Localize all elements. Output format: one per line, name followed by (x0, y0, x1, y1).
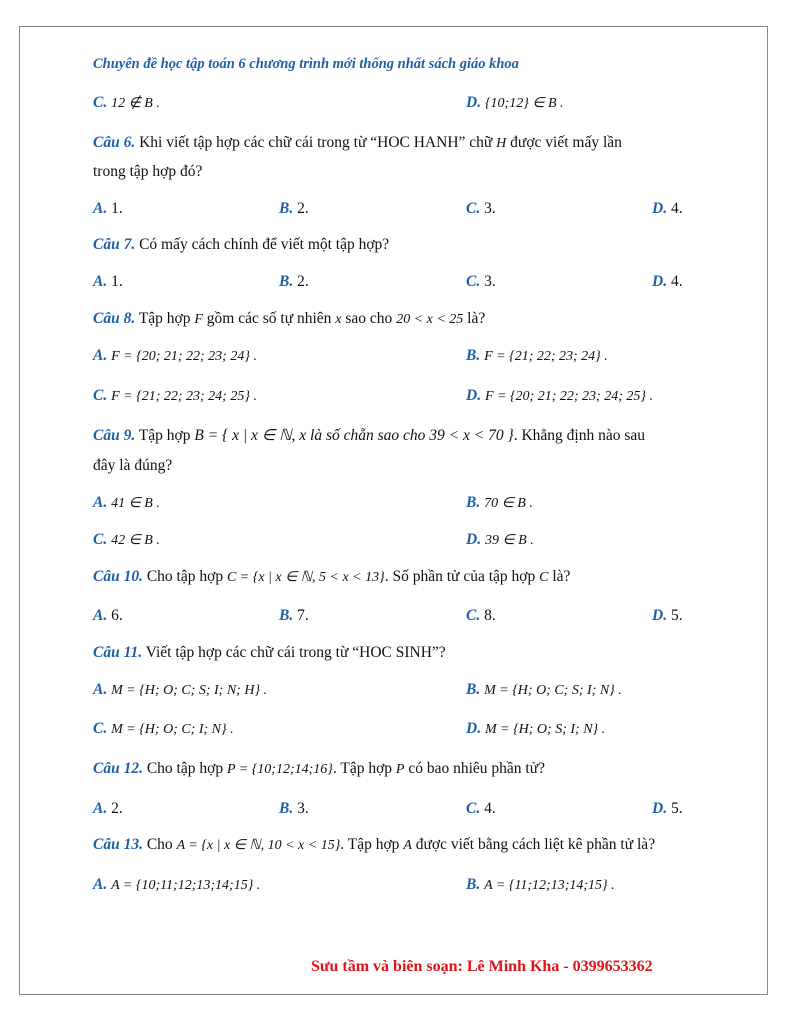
page-footer: Sưu tầm và biên soạn: Lê Minh Kha - 0399653362 (311, 958, 653, 975)
option-text: F = {21; 22; 23; 24} . (484, 349, 608, 364)
q8-stem (93, 309, 485, 330)
option-label: D. (652, 273, 668, 290)
q5-option-d (466, 93, 564, 114)
option-text: 8. (480, 607, 496, 624)
math-expression: 20 < x < 25 (396, 312, 464, 327)
q6-option-b (279, 199, 309, 219)
math-var: F (194, 312, 203, 327)
option-text: 7. (293, 607, 309, 624)
page-header: Chuyên đề học tập toán 6 chương trình mới thống nhất sách giáo khoa (93, 56, 519, 72)
option-text: 2. (107, 800, 123, 817)
option-label: C. (93, 387, 108, 404)
option-text: F = {20; 21; 22; 23; 24} . (111, 349, 257, 364)
math-var: C (539, 570, 549, 585)
option-label: D. (466, 531, 482, 548)
option-label: B. (466, 681, 481, 698)
q13-option-a (93, 875, 260, 896)
option-label: A. (93, 876, 108, 893)
option-label: C. (93, 531, 108, 548)
q7-option-d (652, 272, 683, 292)
option-text: 3. (293, 800, 309, 817)
question-number: Câu 10. (93, 568, 143, 585)
q6-option-c (466, 199, 496, 219)
q9-option-d (466, 530, 534, 551)
math-expression: C = {x | x ∈ ℕ, 5 < x < 13} (226, 570, 385, 585)
question-text: Tập hợp (135, 310, 195, 327)
option-text: 5. (667, 800, 683, 817)
question-text: Có mấy cách chính để viết một tập hợp? (135, 236, 390, 253)
math-var: H (496, 136, 507, 151)
option-label: C. (466, 273, 481, 290)
question-number: Câu 9. (93, 427, 136, 444)
option-text: 1. (107, 273, 123, 290)
question-text: gồm các số tự nhiên (202, 310, 336, 327)
q12-option-a (93, 799, 123, 819)
option-text: 42 ∈ B . (111, 533, 160, 548)
q9-stem (93, 426, 645, 446)
option-label: B. (279, 800, 294, 817)
q11-option-d (466, 719, 605, 740)
option-label: A. (93, 681, 108, 698)
q7-stem (93, 235, 389, 255)
option-label: A. (93, 800, 108, 817)
q10-option-c (466, 606, 496, 626)
option-text: F = {21; 22; 23; 24; 25} . (111, 389, 257, 404)
question-text: . Số phần tử của tập hợp (384, 568, 540, 585)
question-number: Câu 13. (93, 836, 143, 853)
q9-option-c (93, 530, 160, 551)
option-text: 2. (293, 273, 309, 290)
q8-option-c (93, 386, 257, 407)
option-label: B. (466, 494, 481, 511)
q9-option-b (466, 493, 533, 514)
q7-option-b (279, 272, 309, 292)
q11-option-b (466, 680, 622, 701)
option-label: B. (279, 273, 294, 290)
option-text: F = {20; 21; 22; 23; 24; 25} . (484, 389, 653, 404)
q9-stem-line2: đây là đúng? (93, 457, 173, 474)
question-number: Câu 8. (93, 310, 136, 327)
option-label: B. (466, 347, 481, 364)
question-number: Câu 11. (93, 644, 143, 661)
option-text: 70 ∈ B . (484, 496, 533, 511)
q10-option-a (93, 606, 123, 626)
option-label: D. (466, 94, 482, 111)
q8-option-d (466, 386, 653, 407)
option-label: C. (466, 800, 481, 817)
option-text: 2. (293, 200, 309, 217)
q10-option-b (279, 606, 309, 626)
question-number: Câu 7. (93, 236, 136, 253)
question-text: được viết mấy lần (506, 134, 622, 151)
q12-option-c (466, 799, 496, 819)
option-label: D. (652, 607, 668, 624)
option-text: 5. (667, 607, 683, 624)
question-number: Câu 6. (93, 134, 136, 151)
option-text: M = {H; O; C; S; I; N} . (484, 683, 622, 698)
option-label: D. (652, 200, 668, 217)
option-label: C. (466, 607, 481, 624)
option-label: C. (93, 94, 108, 111)
option-label: D. (652, 800, 668, 817)
option-label: A. (93, 347, 108, 364)
option-text: M = {H; O; C; S; I; N; H} . (111, 683, 268, 698)
q6-stem-line2: trong tập hợp đó? (93, 163, 203, 180)
question-text: Viết tập hợp các chữ cái trong từ “HOC SINH”? (142, 644, 446, 661)
option-text: M = {H; O; C; I; N} . (111, 722, 234, 737)
option-text: 12 ∉ B . (111, 96, 160, 111)
q12-stem (93, 759, 545, 780)
q11-stem (93, 643, 446, 663)
option-text: 1. (107, 200, 123, 217)
q9-option-a (93, 493, 160, 514)
question-text: . Tập hợp (332, 760, 396, 777)
option-label: D. (466, 387, 482, 404)
option-text: 3. (480, 200, 496, 217)
q10-stem (93, 567, 570, 588)
math-var: A (403, 838, 412, 853)
question-number: Câu 12. (93, 760, 143, 777)
math-var: x (335, 312, 342, 327)
option-text: 3. (480, 273, 496, 290)
math-expression: B = { x | x ∈ ℕ, x là số chẵn sao cho 39 < x < 70 } (194, 427, 514, 444)
question-text: . Tập hợp (340, 836, 404, 853)
q12-option-d (652, 799, 683, 819)
q13-stem (93, 835, 655, 856)
q11-option-c (93, 719, 234, 740)
q8-option-a (93, 346, 257, 367)
q10-option-d (652, 606, 683, 626)
option-label: A. (93, 200, 108, 217)
math-expression: P = {10;12;14;16} (226, 762, 333, 777)
q8-option-b (466, 346, 608, 367)
question-text: Cho tập hợp (142, 568, 227, 585)
math-var: P (395, 762, 405, 777)
option-text: 6. (107, 607, 123, 624)
option-text: {10;12} ∈ B . (484, 96, 564, 111)
q7-option-a (93, 272, 123, 292)
option-text: A = {10;11;12;13;14;15} . (111, 878, 261, 893)
q11-option-a (93, 680, 267, 701)
q6-option-d (652, 199, 683, 219)
option-label: A. (93, 273, 108, 290)
question-text: Khi viết tập hợp các chữ cái trong từ “HOC HANH” chữ (135, 134, 497, 151)
q7-option-c (466, 272, 496, 292)
q5-option-c (93, 93, 160, 114)
question-text: . Khẳng định nào sau (513, 427, 645, 444)
question-text: Cho (142, 836, 177, 853)
q12-option-b (279, 799, 309, 819)
option-text: 4. (667, 273, 683, 290)
option-text: 41 ∈ B . (111, 496, 160, 511)
option-label: C. (466, 200, 481, 217)
q6-stem (93, 133, 622, 154)
option-label: A. (93, 494, 108, 511)
option-label: B. (279, 200, 294, 217)
option-text: M = {H; O; S; I; N} . (484, 722, 606, 737)
question-text: là? (463, 310, 486, 327)
question-text: Tập hợp (135, 427, 195, 444)
math-expression: A = {x | x ∈ ℕ, 10 < x < 15} (176, 838, 341, 853)
option-label: D. (466, 720, 482, 737)
option-label: B. (466, 876, 481, 893)
option-label: B. (279, 607, 294, 624)
option-text: 4. (480, 800, 496, 817)
option-text: 4. (667, 200, 683, 217)
question-text: được viết bằng cách liệt kê phần tử là? (411, 836, 656, 853)
question-text: sao cho (341, 310, 397, 327)
question-text: có bao nhiêu phần tử? (404, 760, 546, 777)
option-text: 39 ∈ B . (484, 533, 534, 548)
option-text: A = {11;12;13;14;15} . (484, 878, 615, 893)
question-text: là? (548, 568, 571, 585)
q13-option-b (466, 875, 615, 896)
q6-option-a (93, 199, 123, 219)
option-label: C. (93, 720, 108, 737)
question-text: Cho tập hợp (142, 760, 227, 777)
option-label: A. (93, 607, 108, 624)
